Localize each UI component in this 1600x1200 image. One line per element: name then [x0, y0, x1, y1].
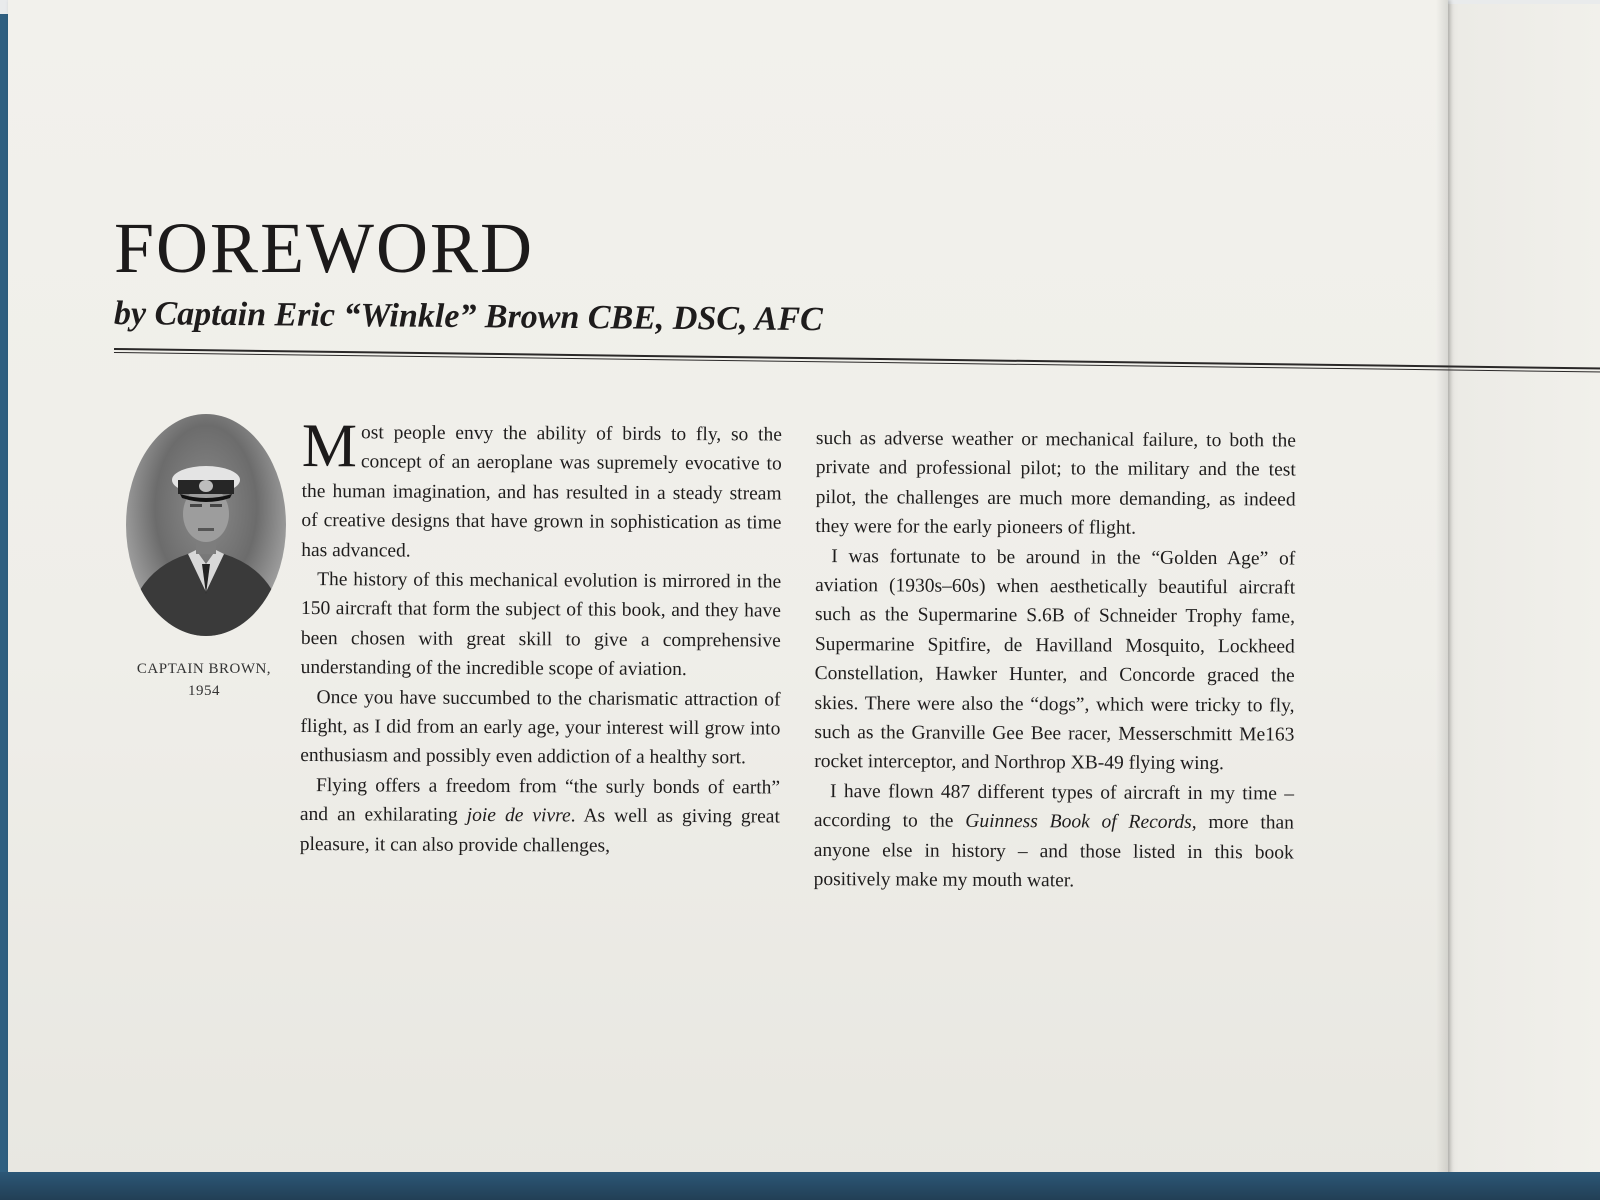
- paragraph-1-text: ost people envy the ability of birds to fly, so the concept of an aeroplane was supremely evocative to the human imagination, and has resulted in a steady stream of creative designs that have grown in sophistication as time has advanced.: [301, 422, 782, 562]
- caption-year: 1954: [188, 683, 220, 699]
- paragraph-5: such as adverse weather or mechanical failure, to both the private and professional pilot; to the military and the test pilot, the challenges are much more demanding, as indeed they were for the early pioneers of flight.: [815, 427, 1296, 539]
- paragraph-1: [301, 412, 782, 568]
- captain-portrait-photo: [126, 414, 286, 636]
- paragraph-7-italic: Guinness Book of Records: [965, 811, 1192, 834]
- portrait-figure: [126, 414, 286, 636]
- paragraph-4-text-b: . As well as giving great pleasure, it can also provide challenges,: [299, 805, 780, 857]
- page-title: FOREWORD: [114, 208, 535, 288]
- text-column-left: [299, 412, 782, 862]
- author-byline: by Captain Eric “Winkle” Brown CBE, DSC, AFC: [113, 295, 823, 339]
- facing-page: [1438, 4, 1600, 1172]
- book-page: [8, 0, 1448, 1180]
- title-divider: [114, 348, 1600, 373]
- drop-cap: M: [301, 412, 358, 481]
- paragraph-4-italic: joie de vivre: [466, 805, 571, 827]
- paragraph-6: I was fortunate to be around in the “Golden Age” of aviation (1930s–60s) when aesthetically beautiful aircraft such as the Supermarine S.6B of Schneider Trophy fame, Supermarine Spitfire, de Havilland Mosquito, Lockheed Constellation, Hawker Hunter, and Concorde graced the skies. There were also the “dogs”, which were tricky to fly, such as the Granville Gee Bee racer, Messerschmitt Me163 rocket interceptor, and Northrop XB-49 flying wing.: [814, 545, 1296, 775]
- paragraph-3: Once you have succumbed to the charismatic attraction of flight, as I did from an early age, your interest will grow into enthusiasm and possibly even addiction of a healthy sort.: [300, 686, 781, 769]
- paragraph-7: [814, 777, 1295, 897]
- caption-name: CAPTAIN BROWN,: [136, 661, 272, 677]
- paragraph-4-text-a: Flying offers a freedom from “the surly bonds of earth” and an exhilarating: [299, 774, 781, 827]
- paragraph-2: The history of this mechanical evolution is mirrored in the 150 aircraft that form the subject of this book, and they have been chosen with great skill to give a comprehensive understanding of the incredible scope of aviation.: [300, 569, 782, 681]
- paragraph-4: [300, 771, 780, 862]
- text-column-right: [814, 424, 1296, 897]
- paragraph-7-text-a: I have flown 487 different types of aircraft in my time – according to the: [813, 780, 1295, 833]
- paragraph-7-text-b: , more than anyone else in history – and those listed in this book positively make my mouth water.: [813, 812, 1294, 892]
- cover-bottom-edge: [0, 1172, 1600, 1200]
- portrait-caption: [104, 658, 304, 702]
